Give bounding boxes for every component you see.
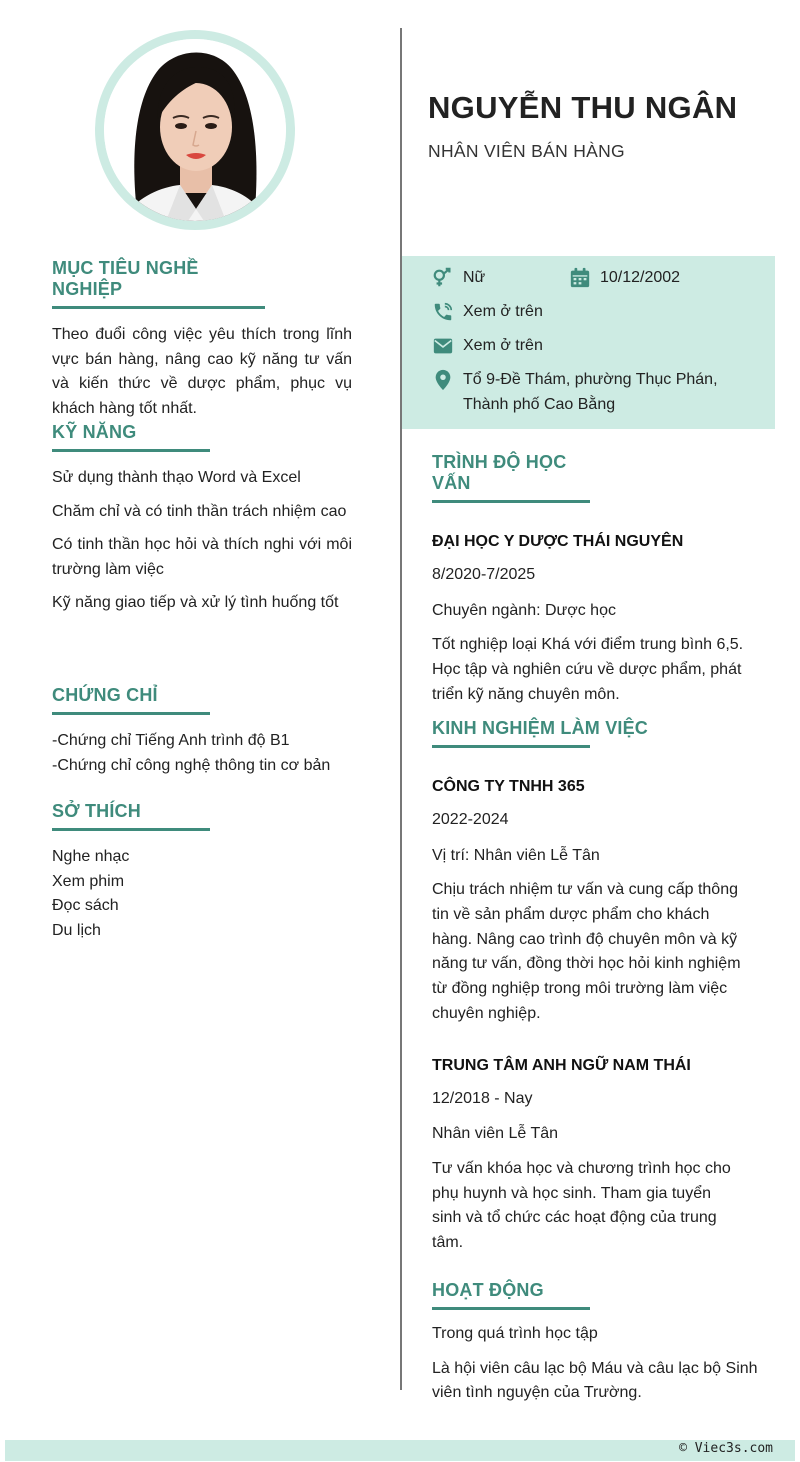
column-divider [400,28,402,1390]
birthday-value: 10/12/2002 [600,269,681,286]
job-entry [432,778,754,1027]
objective-text: Theo đuổi công việc yêu thích trong lĩnh vực bán hàng, nâng cao kỹ năng tư vấn và kiến thức về dược phẩm, phục vụ khách hàng tốt nhất. [52,326,352,417]
phone-value: Xem ở trên [463,303,543,320]
activities-title: HOẠT ĐỘNG [432,1280,590,1310]
email-icon [432,335,454,357]
certificate-item: -Chứng chỉ Tiếng Anh trình độ B1 [52,732,290,749]
job-title: NHÂN VIÊN BÁN HÀNG [428,141,625,161]
hobby-item: Nghe nhạc [52,848,130,865]
job-entry [432,1057,754,1256]
activity-item: Là hội viên câu lạc bộ Máu và câu lạc bộ Sinh viên tình nguyện của Trường. [432,1359,758,1402]
avatar-photo [104,39,286,221]
education-description: Tốt nghiệp loại Khá với điểm trung bình 6,5. Học tập và nghiên cứu về dược phẩm, phát triển kỹ năng chuyên môn. [432,636,744,703]
hobbies-title: SỞ THÍCH [52,801,210,831]
phone-icon [432,301,454,323]
education-period: 8/2020-7/2025 [432,566,536,583]
email-row [432,334,543,359]
gender-icon [432,267,454,289]
hobbies-section [52,801,352,943]
address-line-1: Tổ 9-Đề Thám, phường Thục Phán, [463,371,718,388]
skills-list [52,466,352,616]
skills-title: KỸ NĂNG [52,422,210,452]
skill-item: Có tinh thần học hỏi và thích nghi với môi trường làm việc [52,536,352,578]
activities-section [432,1280,758,1406]
location-pin-icon [432,369,454,391]
job-period: 12/2018 - Nay [432,1089,533,1107]
full-name: NGUYỄN THU NGÂN [428,90,738,125]
birthday-row [569,266,680,291]
gender-value: Nữ [463,269,486,286]
hobbies-list [52,845,352,943]
certificate-item: -Chứng chỉ công nghệ thông tin cơ bản [52,756,331,774]
avatar-ring [95,30,295,230]
hobby-item: Đọc sách [52,897,119,914]
skills-section [52,422,352,616]
footer-credit: © Viec3s.com [679,1441,773,1456]
job-company: CÔNG TY TNHH 365 [432,778,585,795]
education-title: TRÌNH ĐỘ HỌC VẤN [432,452,590,503]
experience-title: KINH NGHIỆM LÀM VIỆC [432,718,590,748]
footer-bar [5,1440,795,1461]
education-school: ĐẠI HỌC Y DƯỢC THÁI NGUYÊN [432,533,684,550]
gender-row [432,266,485,291]
certificates-section [52,685,352,778]
job-period: 2022-2024 [432,811,509,828]
objective-title: MỤC TIÊU NGHỀ NGHIỆP [52,258,265,309]
job-position: Nhân viên Lễ Tân [432,1125,559,1143]
certificates-title: CHỨNG CHỈ [52,685,210,715]
address-row [432,368,718,417]
address-value [463,368,718,417]
avatar [104,39,286,221]
activity-item: Trong quá trình học tập [432,1325,598,1342]
job-description: Chịu trách nhiệm tư vấn và cung cấp thông tin về sản phẩm dược phẩm cho khách hàng. Nâng cao trình độ chuyên môn và kỹ năng tư vấn, đồng thời học hỏi kinh nghiệm từ đồng nghiệp trong môi trường làm việc chuyên nghiệp. [432,881,741,1022]
experience-section [432,718,754,1256]
address-line-2: Thành phố Cao Bằng [463,395,616,413]
email-value: Xem ở trên [463,337,543,354]
hobby-item: Xem phim [52,872,125,890]
education-major: Chuyên ngành: Dược học [432,601,616,619]
phone-row [432,300,543,325]
skill-item: Chăm chỉ và có tinh thần trách nhiệm cao [52,502,347,520]
calendar-icon [569,267,591,289]
job-position: Vị trí: Nhân viên Lễ Tân [432,846,600,864]
skill-item: Sử dụng thành thạo Word và Excel [52,469,301,486]
certificates-list [52,729,352,778]
education-section [432,452,754,707]
objective-section [52,258,352,421]
job-description: Tư vấn khóa học và chương trình học cho phụ huynh và học sinh. Tham gia tuyển sinh và tổ chức các hoạt động của trung tâm. [432,1159,731,1252]
skill-item: Kỹ năng giao tiếp và xử lý tình huống tốt [52,594,339,611]
job-company: TRUNG TÂM ANH NGỮ NAM THÁI [432,1056,691,1074]
hobby-item: Du lịch [52,921,101,939]
contact-panel [402,256,775,429]
